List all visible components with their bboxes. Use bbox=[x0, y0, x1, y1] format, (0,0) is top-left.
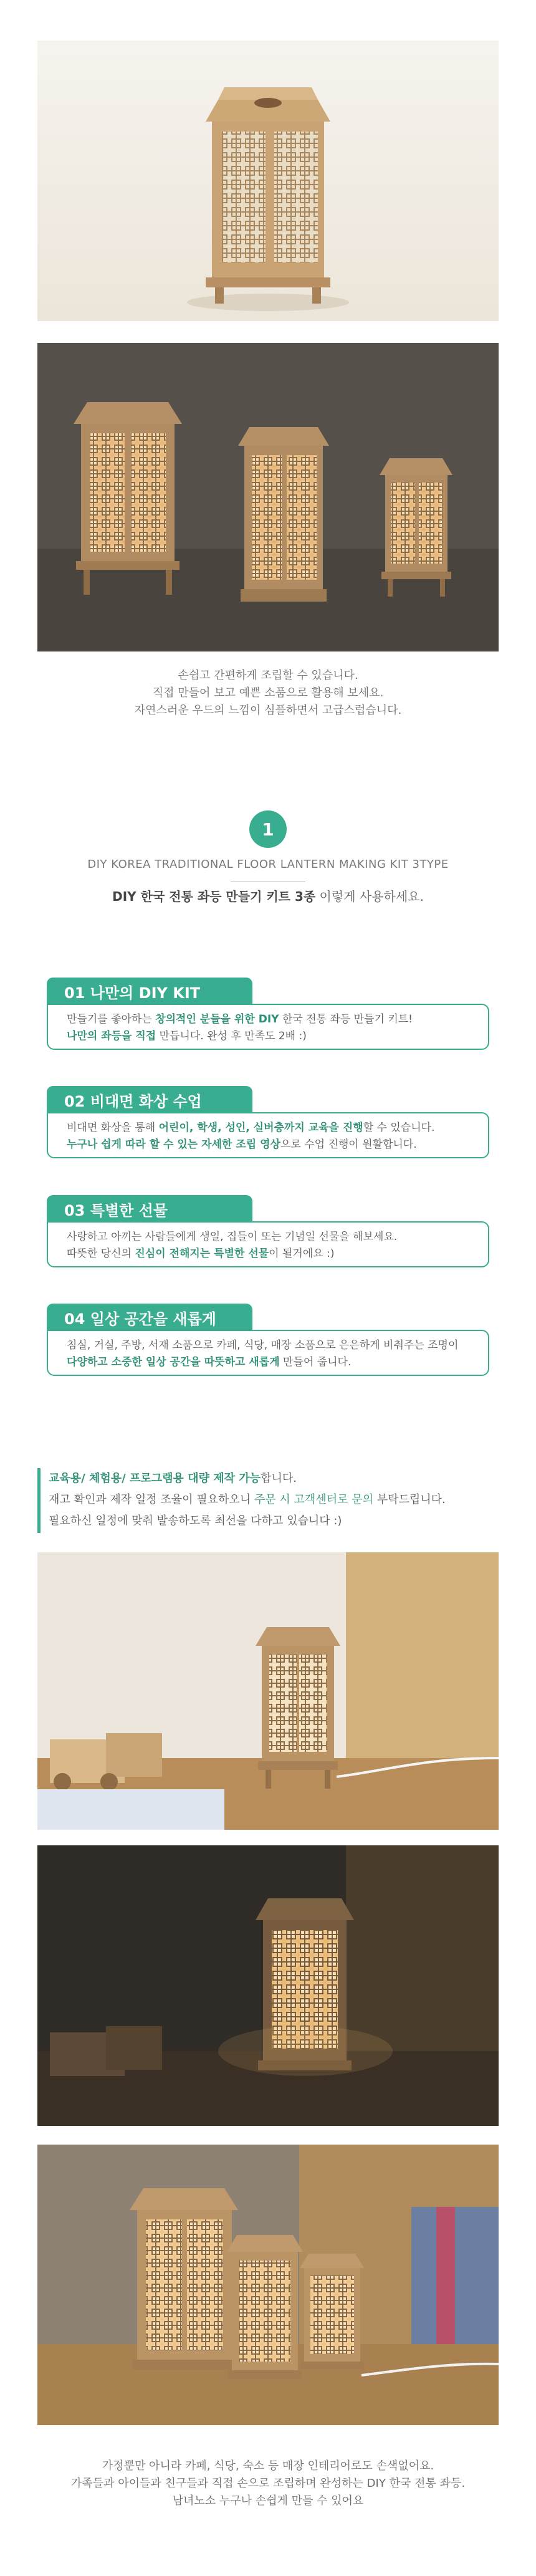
notice-line-1 bbox=[49, 1468, 446, 1489]
feature-box bbox=[47, 1004, 489, 1050]
feature-line bbox=[67, 1229, 479, 1246]
feature-line bbox=[67, 1337, 479, 1354]
text: 재고 확인과 제작 일정 조율이 필요하오니 bbox=[49, 1493, 254, 1506]
feature-special-gift bbox=[47, 1195, 489, 1269]
text: 부탁드립니다. bbox=[373, 1493, 446, 1506]
feature-new-space bbox=[47, 1304, 489, 1377]
photo-three-lanterns-lit bbox=[37, 343, 499, 651]
text: 만들어 줍니다. bbox=[279, 1356, 352, 1368]
feature-line bbox=[67, 1028, 479, 1045]
feature-online-class bbox=[47, 1086, 489, 1160]
kit-subtitle-bold: DIY 한국 전통 좌등 만들기 키트 3종 bbox=[112, 889, 316, 904]
text: 만듭니다. 완성 후 만족도 2배 :) bbox=[156, 1030, 307, 1042]
text: 합니다. bbox=[261, 1472, 297, 1485]
text: 으로 수업 진행이 원활합니다. bbox=[280, 1138, 417, 1151]
highlight-text: 진심이 전해지는 특별한 선물 bbox=[135, 1247, 269, 1260]
feature-tab: 01 나만의 DIY KIT bbox=[47, 978, 252, 1009]
text: 따뜻한 당신의 bbox=[67, 1247, 135, 1260]
photo-three-lanterns-desk bbox=[37, 2145, 499, 2425]
text: 사랑하고 아끼는 사람들에게 생일, 집들이 또는 기념일 선물을 해보세요. bbox=[67, 1231, 398, 1243]
text: 한국 전통 좌등 만들기 키트! bbox=[279, 1013, 413, 1026]
highlight-text: 다양하고 소중한 일상 공간을 따뜻하고 새롭게 bbox=[67, 1356, 280, 1368]
highlight-text: 나만의 좌등을 직접 bbox=[67, 1030, 156, 1042]
intro-caption-line-2: 직접 만들어 보고 예쁜 소품으로 활용해 보세요. bbox=[152, 686, 384, 699]
feature-diy-kit bbox=[47, 978, 489, 1051]
kit-subtitle bbox=[0, 887, 536, 905]
intro-caption-line-1: 손쉽고 간편하게 조립할 수 있습니다. bbox=[178, 669, 358, 682]
feature-box bbox=[47, 1330, 489, 1376]
feature-line bbox=[67, 1354, 479, 1371]
highlight-text: 어린이, 학생, 성인, 실버층까지 교육을 진행 bbox=[158, 1122, 363, 1134]
feature-line bbox=[67, 1120, 479, 1137]
feature-tab: 03 특별한 선물 bbox=[47, 1195, 252, 1226]
text: 이 될거에요 :) bbox=[269, 1247, 335, 1260]
text: 할 수 있습니다. bbox=[363, 1122, 435, 1134]
outro-caption-line-3: 남녀노소 누구나 손쉽게 만들 수 있어요 bbox=[172, 2494, 364, 2507]
highlight-text: 창의적인 분들을 위한 DIY bbox=[155, 1013, 279, 1026]
feature-box bbox=[47, 1221, 489, 1267]
bulk-order-notice bbox=[37, 1468, 499, 1533]
text: 만들기를 좋아하는 bbox=[67, 1013, 156, 1026]
photo-lantern-desk-day bbox=[37, 1552, 499, 1830]
outro-caption bbox=[0, 2458, 536, 2510]
contact-customer-center-text: 주문 시 고객센터로 문의 bbox=[254, 1493, 373, 1506]
intro-caption bbox=[0, 667, 536, 719]
highlight-text: 누구나 쉽게 따라 할 수 있는 자세한 조립 영상 bbox=[67, 1138, 280, 1151]
outro-caption-line-2: 가족들과 아이들과 친구들과 직접 손으로 조립하며 완성하는 DIY 한국 전통 좌등. bbox=[70, 2477, 466, 2490]
kit-title-english: DIY KOREA TRADITIONAL FLOOR LANTERN MAKING KIT 3TYPE bbox=[87, 858, 449, 871]
feature-line bbox=[67, 1137, 479, 1153]
highlight-text: 교육용/ 체험용/ 프로그램용 대량 제작 가능 bbox=[49, 1472, 261, 1485]
feature-box bbox=[47, 1112, 489, 1158]
feature-line bbox=[67, 1011, 479, 1028]
intro-caption-line-3: 자연스러운 우드의 느낌이 심플하면서 고급스럽습니다. bbox=[134, 704, 402, 717]
kit-subtitle-rest: 이렇게 사용하세요. bbox=[315, 889, 424, 904]
feature-tab: 02 비대면 화상 수업 bbox=[47, 1086, 252, 1117]
notice-accent-bar bbox=[37, 1468, 41, 1533]
feature-line bbox=[67, 1246, 479, 1262]
notice-line-3: 필요하신 일정에 맞춰 발송하도록 최선을 다하고 있습니다 :) bbox=[49, 1514, 342, 1527]
text: 비대면 화상을 통해 bbox=[67, 1122, 159, 1134]
step-number-badge: 1 bbox=[249, 810, 287, 848]
feature-tab: 04 일상 공간을 새롭게 bbox=[47, 1304, 252, 1335]
photo-lantern-desk-night bbox=[37, 1845, 499, 2126]
outro-caption-line-1: 가정뿐만 아니라 카페, 식당, 숙소 등 매장 인테리어로도 손색없어요. bbox=[102, 2459, 434, 2473]
notice-lines bbox=[49, 1468, 446, 1532]
notice-line-2 bbox=[49, 1489, 446, 1511]
text: 침실, 거실, 주방, 서재 소품으로 카페, 식당, 매장 소품으로 은은하게 비춰주는 조명이 bbox=[67, 1339, 459, 1352]
photo-single-lantern bbox=[37, 41, 499, 321]
